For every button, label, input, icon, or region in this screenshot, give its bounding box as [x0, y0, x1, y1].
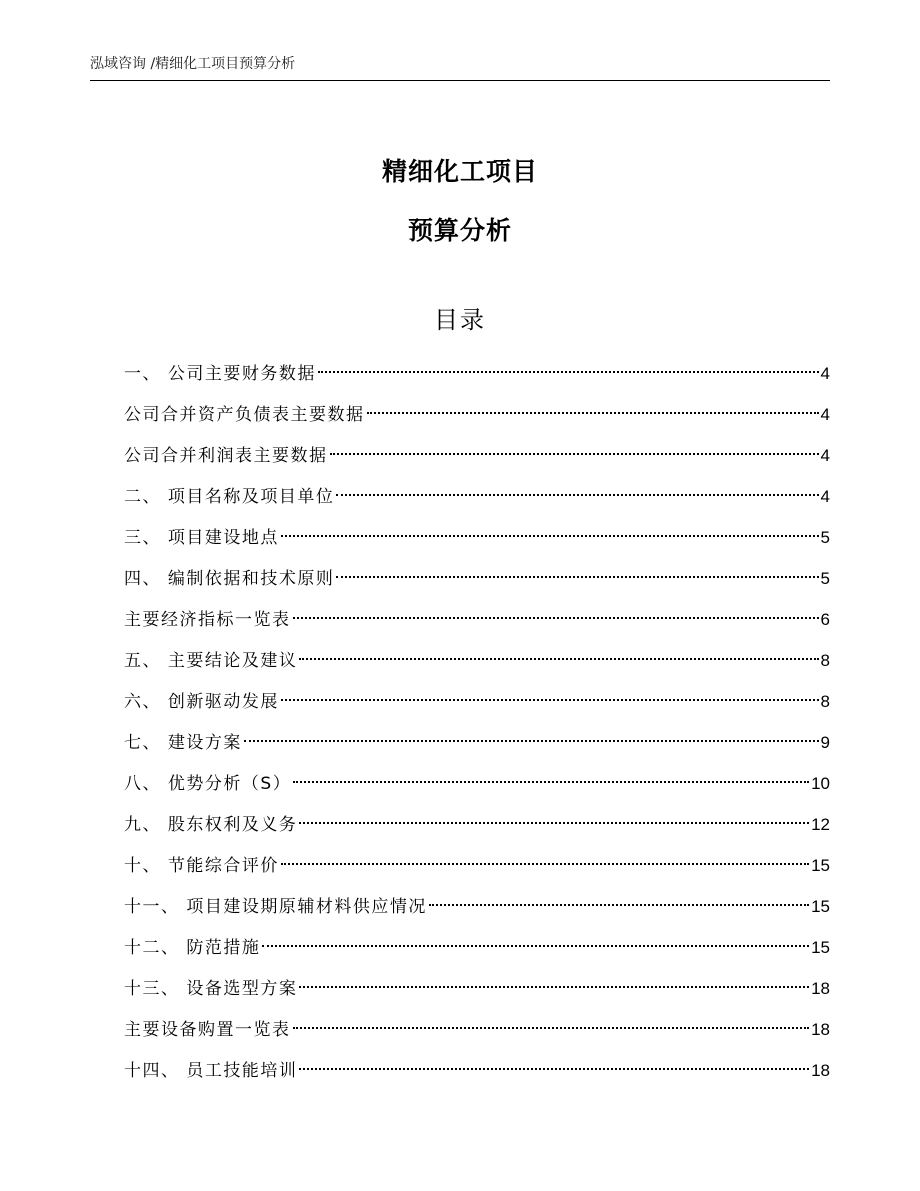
toc-dot-leader	[318, 371, 819, 373]
toc-dot-leader	[281, 863, 809, 865]
toc-entry-label: 一、 公司主要财务数据	[124, 364, 316, 384]
toc-entry-page: 18	[811, 1020, 830, 1039]
toc-entry-label: 公司合并资产负债表主要数据	[124, 405, 365, 425]
toc-entry-label: 十三、 设备选型方案	[124, 979, 298, 999]
toc-entry-page: 15	[811, 897, 830, 916]
toc-entry-label: 主要经济指标一览表	[124, 610, 291, 630]
toc-entry-page: 8	[820, 692, 830, 711]
toc-entry[interactable]	[124, 1050, 830, 1091]
toc-dot-leader	[281, 699, 819, 701]
table-of-contents	[124, 353, 830, 1091]
toc-entry[interactable]	[124, 640, 830, 681]
toc-entry[interactable]	[124, 681, 830, 722]
toc-entry[interactable]	[124, 476, 830, 517]
toc-entry[interactable]	[124, 722, 830, 763]
toc-entry[interactable]	[124, 886, 830, 927]
toc-entry-label: 六、 创新驱动发展	[124, 692, 279, 712]
toc-entry-page: 5	[820, 569, 830, 588]
toc-dot-leader	[367, 412, 819, 414]
toc-entry[interactable]	[124, 804, 830, 845]
toc-heading: 目录	[434, 306, 486, 334]
toc-entry[interactable]	[124, 968, 830, 1009]
toc-entry[interactable]	[124, 517, 830, 558]
toc-entry-label: 五、 主要结论及建议	[124, 651, 298, 671]
toc-dot-leader	[293, 617, 819, 619]
toc-entry-label: 七、 建设方案	[124, 733, 242, 753]
toc-entry[interactable]	[124, 435, 830, 476]
toc-entry-page: 8	[820, 651, 830, 670]
toc-dot-leader	[299, 822, 809, 824]
toc-dot-leader	[299, 1068, 809, 1070]
document-title-line-2: 预算分析	[407, 216, 512, 245]
toc-entry-page: 4	[820, 487, 830, 506]
toc-entry-label: 公司合并利润表主要数据	[124, 446, 328, 466]
toc-entry-label: 十二、 防范措施	[124, 938, 261, 958]
toc-entry[interactable]	[124, 394, 830, 435]
toc-entry[interactable]	[124, 845, 830, 886]
toc-entry-label: 主要设备购置一览表	[124, 1020, 291, 1040]
toc-entry-label: 九、 股东权利及义务	[124, 815, 298, 835]
toc-dot-leader	[293, 1027, 810, 1029]
toc-entry-label: 八、 优势分析（S）	[124, 774, 292, 794]
toc-dot-leader	[262, 945, 809, 947]
toc-entry-label: 四、 编制依据和技术原则	[124, 569, 335, 589]
page-header: 泓域咨询 /精细化工项目预算分析	[90, 56, 296, 72]
toc-entry[interactable]	[124, 599, 830, 640]
toc-entry-page: 4	[820, 446, 830, 465]
toc-entry-page: 9	[820, 733, 830, 752]
toc-dot-leader	[336, 576, 818, 578]
toc-entry[interactable]	[124, 927, 830, 968]
document-title-line-1: 精细化工项目	[381, 157, 538, 186]
toc-dot-leader	[336, 494, 818, 496]
toc-entry-label: 十、 节能综合评价	[124, 856, 279, 876]
toc-entry-page: 4	[820, 405, 830, 424]
toc-entry-page: 18	[811, 979, 830, 998]
toc-entry-page: 12	[811, 815, 830, 834]
toc-dot-leader	[281, 535, 819, 537]
toc-dot-leader	[429, 904, 809, 906]
toc-entry-label: 二、 项目名称及项目单位	[124, 487, 335, 507]
toc-dot-leader	[330, 453, 819, 455]
toc-entry-page: 10	[811, 774, 830, 793]
toc-dot-leader	[299, 658, 818, 660]
toc-entry-label: 三、 项目建设地点	[124, 528, 279, 548]
toc-entry[interactable]	[124, 1009, 830, 1050]
toc-entry-label: 十一、 项目建设期原辅材料供应情况	[124, 897, 427, 917]
toc-entry-page: 18	[811, 1061, 830, 1080]
toc-dot-leader	[293, 781, 809, 783]
toc-entry[interactable]	[124, 558, 830, 599]
toc-entry-page: 5	[820, 528, 830, 547]
toc-entry[interactable]	[124, 763, 830, 804]
toc-dot-leader	[299, 986, 809, 988]
header-rule	[90, 80, 830, 81]
toc-entry-page: 15	[811, 938, 830, 957]
toc-entry-page: 4	[820, 364, 830, 383]
toc-entry[interactable]	[124, 353, 830, 394]
toc-entry-label: 十四、 员工技能培训	[124, 1061, 298, 1081]
toc-entry-page: 6	[820, 610, 830, 629]
toc-dot-leader	[244, 740, 819, 742]
toc-entry-page: 15	[811, 856, 830, 875]
